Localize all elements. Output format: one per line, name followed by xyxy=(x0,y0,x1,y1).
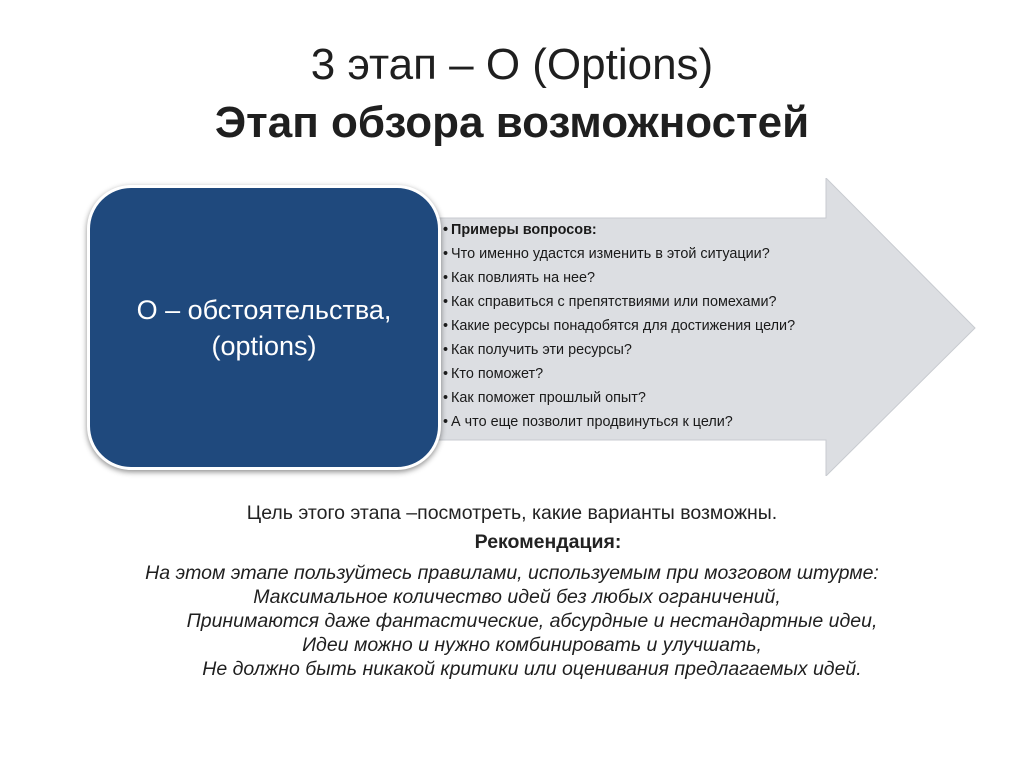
options-box-text xyxy=(137,292,392,364)
question-item: • Как повлиять на нее? xyxy=(443,266,795,290)
question-item: • А что еще позволит продвинуться к цели? xyxy=(443,410,795,434)
slide-title xyxy=(0,36,1024,152)
question-item: • Что именно удастся изменить в этой ситуации? xyxy=(443,242,795,266)
question-item: • Кто поможет? xyxy=(443,362,795,386)
options-box-line2: (options) xyxy=(211,330,317,361)
question-item: • Как получить эти ресурсы? xyxy=(443,338,795,362)
recommendation-label: Рекомендация: xyxy=(474,531,622,553)
title-stage: 3 этап – О (Options) xyxy=(310,40,714,89)
options-box xyxy=(87,185,441,470)
recommendation-list xyxy=(0,561,1024,681)
options-box-line1: О – обстоятельства, xyxy=(136,294,392,325)
recommendation-line: Принимаются даже фантастические, абсурдные и нестандартные идеи, xyxy=(186,610,878,632)
title-subtitle: Этап обзора возможностей xyxy=(214,98,810,147)
goal-text: Цель этого этапа –посмотреть, какие варианты возможны. xyxy=(246,502,778,524)
recommendation-line: Не должно быть никакой критики или оценивания предлагаемых идей. xyxy=(202,658,862,680)
recommendation-line: Идеи можно и нужно комбинировать и улучшать, xyxy=(302,634,762,656)
recommendation-line: Максимальное количество идей без любых ограничений, xyxy=(253,586,781,608)
recommendation-line: На этом этапе пользуйтесь правилами, используемым при мозговом штурме: xyxy=(145,562,879,584)
question-item: • Как справиться с препятствиями или помехами? xyxy=(443,290,795,314)
questions-list xyxy=(443,218,795,434)
question-item: • Как поможет прошлый опыт? xyxy=(443,386,795,410)
questions-heading: • Примеры вопросов: xyxy=(443,218,795,242)
question-item: • Какие ресурсы понадобятся для достижения цели? xyxy=(443,314,795,338)
